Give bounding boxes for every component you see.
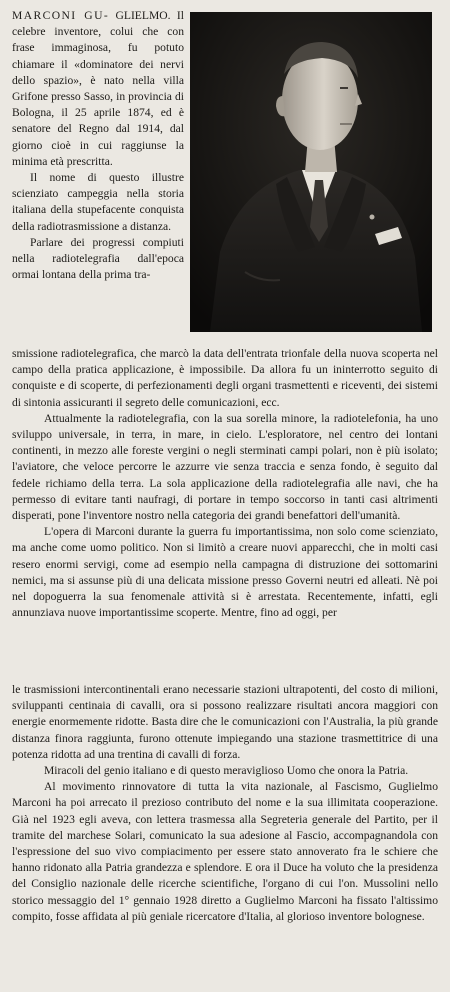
paragraph-5: L'opera di Marconi durante la guerra fu importantissima, non solo come scienziato, ma anche come uomo politico. Non si limitò a creare nuovi apparecchi, che in molti casi resero enormi servigi, come ad esempio nella campagna di distruzione dei sottomarini nemici, ma si assunse più di una delicata missione presso Governi neutri ed alleati. Nè poi nel dopoguerra la sua fenomenale attività si è arrestata. Recentemente, infatti, egli annunziava nuove importantissime scoperte. Mentre, fino ad oggi, per [12, 525, 438, 620]
paragraph-5-continued: le trasmissioni intercontinentali erano necessarie stazioni ultrapotenti, del costo di milioni, sviluppanti centinaia di cavalli, ora si possono realizzare risultati ancora maggiori con energie enormemente ridotte. Basta dire che le comunicazioni con l'Australia, la più grande distanza finora raggiunta, furono ottenute impiegando una stazione trasmettitrice di una potenza ridotta ad una trentina di cavalli di forza. [12, 683, 438, 761]
body-section-bottom [12, 682, 438, 925]
paragraph-3-continued: smissione radiotelegrafica, che marcò la data dell'entrata trionfale della nuova scoperta nel campo della pratica applicazione, è impossibile. Da allora fu un ininterrotto seguito di conquiste e di scoperte, di perfezionamenti degli organi trasmettenti e riceventi, dei sistemi di sintonia assicuranti il segreto delle comunicazioni, ecc. [12, 347, 438, 409]
subject-name: MARCONI GU- [12, 9, 110, 22]
left-column [12, 8, 184, 283]
paragraph-3: Parlare dei progressi compiuti nella radiotelegrafia dall'epoca ormai lontana della prima tra- [12, 235, 184, 282]
portrait-image [190, 12, 432, 332]
paragraph-6: Miracoli del genio italiano e di questo meraviglioso Uomo che onora la Patria. [44, 764, 409, 778]
paragraph-2: Il nome di questo illustre scienziato campeggia nella storia italiana della stupefacente conquista della radiotrasmissione a distanza. [12, 171, 184, 233]
intro-paragraph [12, 8, 184, 170]
paragraph-7: Al movimento rinnovatore di tutta la vita nazionale, al Fascismo, Guglielmo Marconi ha poi arrecato il prezioso contributo del nome e la sua illimitata cooperazione. Già nel 1923 egli aveva, con lettera trasmessa alla Segreteria generale del Partito, per il tramite del marchese Solari, comunicato la sua adesione al Fascio, accompagnandola con l'espressione del suo vivo compiacimento per essere stato annoverato fra le schiere che hanno ridonato alla Patria grandezza e splendore. E ora il Duce ha voluto che la presidenza del Consiglio nazionale delle ricerche scientifiche, l'organo di cui l'on. Mussolini nello storico messaggio del 1° gennaio 1928 diretto a Guglielmo Marconi ha fissato l'altissimo compito, fosse affidata al più geniale ricercatore d'Italia, al glorioso inventore bolognese. [12, 780, 438, 923]
body-section-top [12, 346, 438, 621]
paragraph-4: Attualmente la radiotelegrafia, con la sua sorella minore, la radiotelefonia, ha uno sviluppo universale, in terra, in mare, in cielo. L'esploratore, nel centro dei lontani continenti, in mezzo alle foreste vergini o negli sterminati campi polari, non è più isolato; l'aviatore, che veloce percorre le azzurre vie senza traccia e senza fondo, è seguito dal fedele richiamo della terra. La sola applicazione della radiotelegrafia alle navi, che ha permesso di evitare tanti naufragi, di portare in tempo soccorso in tanti casi altrimenti disperati, pone l'inventore nostro nella categoria dei grandi benefattori dell'umanità. [12, 411, 438, 523]
portrait-photo [190, 12, 432, 332]
intro-text: GLIELMO. Il celebre inventore, colui che con frase immaginosa, fu potuto chiamare il «dominatore dei nervi dello spazio», è nato nella villa Grifone presso Sasso, in provincia di Bologna, il 25 aprile 1874, ed è senatore del Regno dal 1914, dal giorno cioè in cui raggiunse la minima età prescritta. [12, 9, 184, 168]
